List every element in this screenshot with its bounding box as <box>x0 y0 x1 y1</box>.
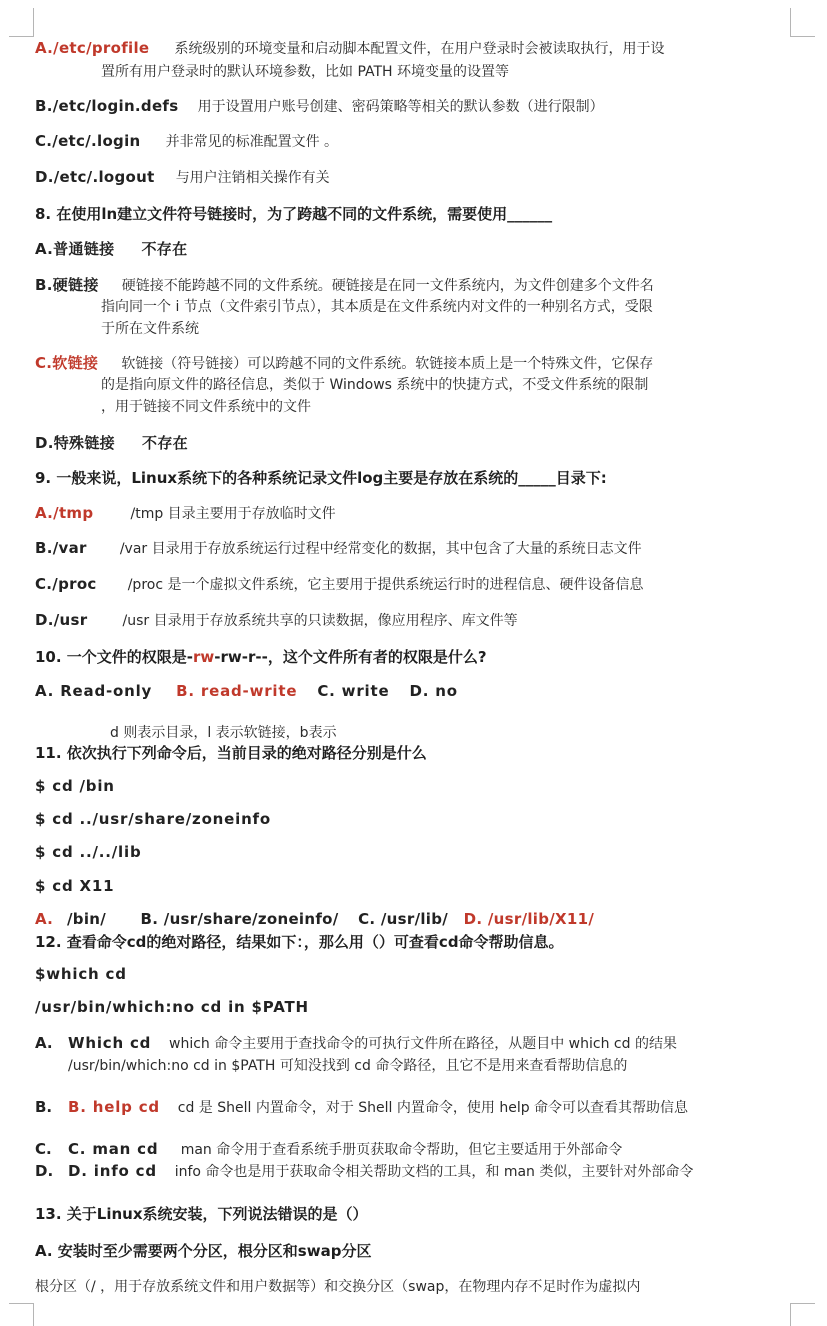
q10-question-pre: 10. 一个文件的权限是- <box>35 648 194 666</box>
q8-b-explanation-2: 指向同一个 i 节点（文件索引节点），其本质是在文件系统内对文件的一种别名方式，受限 <box>101 299 653 315</box>
q12-output: /usr/bin/which:no cd in $PATH <box>35 998 309 1016</box>
q11-answer-d: D. /usr/lib/X11/ <box>463 910 595 928</box>
q9-d-label: D./usr <box>35 611 88 629</box>
q9-question: 9. 一般来说，Linux系统下的各种系统记录文件log主要是存放在系统的_____目录下: <box>35 469 607 487</box>
q7-d-label: D./etc/.logout <box>35 168 155 186</box>
q11-answer-b: B. /usr/share/zoneinfo/ <box>140 910 339 928</box>
q9-a-explanation: /tmp 目录主要用于存放临时文件 <box>130 506 336 522</box>
q8-option-a <box>35 238 795 259</box>
q10-question-post: -rw-r--，这个文件所有者的权限是什么? <box>214 648 487 666</box>
q8-b-explanation: 硬链接不能跨越不同的文件系统。硬链接是在同一文件系统内，为文件创建多个文件名 <box>121 278 654 294</box>
q12-d-key: D. <box>35 1162 54 1180</box>
crop-mark-bottom-left <box>9 1303 34 1326</box>
q10-options <box>35 682 795 700</box>
q9-b-explanation: /var 目录用于存放系统运行过程中经常变化的数据，其中包含了大量的系统日志文件 <box>119 541 642 557</box>
q8-option-b-cont-2 <box>101 318 827 338</box>
q11-answers: A. /bin/ B. /usr/share/zoneinfo/ C. /usr/lib/ D. /usr/lib/X11/ <box>35 910 595 928</box>
q12-c-explanation: man 命令用于查看系统手册页获取命令帮助，但它主要适用于外部命令 <box>180 1142 623 1158</box>
q7-a-explanation: 系统级别的环境变量和启动脚本配置文件，在用户登录时会被读取执行，用于设 <box>174 41 665 57</box>
q7-d-explanation: 与用户注销相关操作有关 <box>175 170 330 186</box>
q8-option-c <box>35 352 795 373</box>
q7-option-c <box>35 131 795 151</box>
q7-option-b <box>35 96 795 116</box>
q9-option-c <box>35 574 795 594</box>
q8-d-explanation: 不存在 <box>142 434 188 452</box>
q7-b-explanation: 用于设置用户账号创建、密码策略等相关的默认参数（进行限制） <box>197 99 604 115</box>
q9-c-explanation: /proc 是一个虚拟文件系统，它主要用于提供系统运行时的进程信息、硬件设备信息 <box>127 577 644 593</box>
q9-b-label: B./var <box>35 539 87 557</box>
q13-question: 13. 关于Linux系统安装，下列说法错误的是（） <box>35 1205 368 1223</box>
q10-option-c: C. write <box>317 682 390 700</box>
q12-option-d <box>35 1160 790 1183</box>
crop-mark-bottom-right <box>790 1303 815 1326</box>
q10-option-a: A. Read-only <box>35 682 153 700</box>
crop-mark-top-left <box>9 8 34 37</box>
q8-option-c-cont-1 <box>101 374 827 394</box>
crop-mark-top-right <box>790 8 815 37</box>
q9-option-d <box>35 610 795 630</box>
q10-question <box>35 646 795 667</box>
q9-option-a <box>35 503 795 523</box>
q12-d-label: D. info cd <box>68 1162 157 1180</box>
q13-option-a: A. 安装时至少需要两个分区，根分区和swap分区 <box>35 1242 372 1260</box>
q13-option-a-explanation: 根分区（/ ，用于存放系统文件和用户数据等）和交换分区（swap，在物理内存不足时作为虚拟内 <box>35 1279 641 1295</box>
q12-d-explanation: info 命令也是用于获取命令相关帮助文档的工具，和 man 类似，主要针对外部命令 <box>174 1164 694 1180</box>
q12-a-label: Which cd <box>68 1034 152 1052</box>
q7-a-label: A./etc/profile <box>35 39 150 57</box>
q9-a-label: A./tmp <box>35 504 94 522</box>
q8-c-explanation: 软链接（符号链接）可以跨越不同的文件系统。软链接本质上是一个特殊文件，它保存 <box>121 356 654 372</box>
q10-question-highlight: rw <box>193 648 215 666</box>
q7-c-label: C./etc/.login <box>35 132 141 150</box>
q12-b-label: B. help cd <box>68 1098 160 1116</box>
q8-option-c-cont-2 <box>101 396 827 416</box>
q12-option-a <box>35 1032 790 1077</box>
q12-command: $which cd <box>35 965 127 983</box>
q8-a-explanation: 不存在 <box>141 240 188 258</box>
q10-note: d 则表示目录，l 表示软链接，b表示 <box>110 725 337 741</box>
q8-option-b-cont-1 <box>101 296 827 316</box>
q7-b-label: B./etc/login.defs <box>35 97 179 115</box>
q12-c-label: C. man cd <box>68 1140 159 1158</box>
q11-command-4: $ cd X11 <box>35 877 115 895</box>
q12-b-explanation: cd 是 Shell 内置命令，对于 Shell 内置命令，使用 help 命令可以查看其帮助信息 <box>177 1100 689 1116</box>
q7-option-a <box>35 38 795 58</box>
q9-option-b <box>35 538 795 558</box>
q8-question: 8. 在使用ln建立文件符号链接时，为了跨越不同的文件系统，需要使用______ <box>35 205 553 223</box>
q8-d-label: D.特殊链接 <box>35 434 115 452</box>
q9-d-explanation: /usr 目录用于存放系统共享的只读数据，像应用程序、库文件等 <box>122 613 518 629</box>
q12-option-b <box>35 1096 790 1119</box>
q12-a-key: A. <box>35 1034 53 1052</box>
q8-a-label: A.普通链接 <box>35 240 115 258</box>
q12-b-key: B. <box>35 1098 53 1116</box>
q11-command-1: $ cd /bin <box>35 777 115 795</box>
q10-option-b: B. read-write <box>176 682 298 700</box>
q11-answer-c: C. /usr/lib/ <box>358 910 449 928</box>
q8-c-explanation-2: 的是指向原文件的路径信息，类似于 Windows 系统中的快捷方式，不受文件系统的限制 <box>101 377 649 393</box>
q11-command-3: $ cd ../../lib <box>35 843 142 861</box>
q7-option-d <box>35 167 795 187</box>
q8-b-label: B.硬链接 <box>35 276 99 294</box>
q11-command-2: $ cd ../usr/share/zoneinfo <box>35 810 271 828</box>
q7-option-a-cont <box>101 61 827 81</box>
q12-option-c <box>35 1138 790 1161</box>
q9-c-label: C./proc <box>35 575 97 593</box>
q12-a-explanation: which 命令主要用于查找命令的可执行文件所在路径，从题目中 which cd 的结果 /usr/bin/which:no cd in $PATH 可知没找到 cd 命令路径，且它不是用来查看帮助信息的 <box>68 1036 677 1074</box>
q11-question: 11. 依次执行下列命令后，当前目录的绝对路径分别是什么 <box>35 744 427 762</box>
q8-b-explanation-3: 于所在文件系统 <box>101 321 199 337</box>
q8-option-b <box>35 274 795 295</box>
q8-c-explanation-3: ，用于链接不同文件系统中的文件 <box>101 399 311 415</box>
q12-question: 12. 查看命令cd的绝对路径，结果如下：，那么用（）可查看cd命令帮助信息。 <box>35 933 564 951</box>
q8-c-label: C.软链接 <box>35 354 99 372</box>
q7-c-explanation: 并非常见的标准配置文件 。 <box>165 134 339 150</box>
q10-option-d: D. no <box>409 682 458 700</box>
q7-a-explanation-2: 置所有用户登录时的默认环境参数，比如 PATH 环境变量的设置等 <box>101 64 510 80</box>
q8-option-d <box>35 432 795 453</box>
q12-c-key: C. <box>35 1140 52 1158</box>
